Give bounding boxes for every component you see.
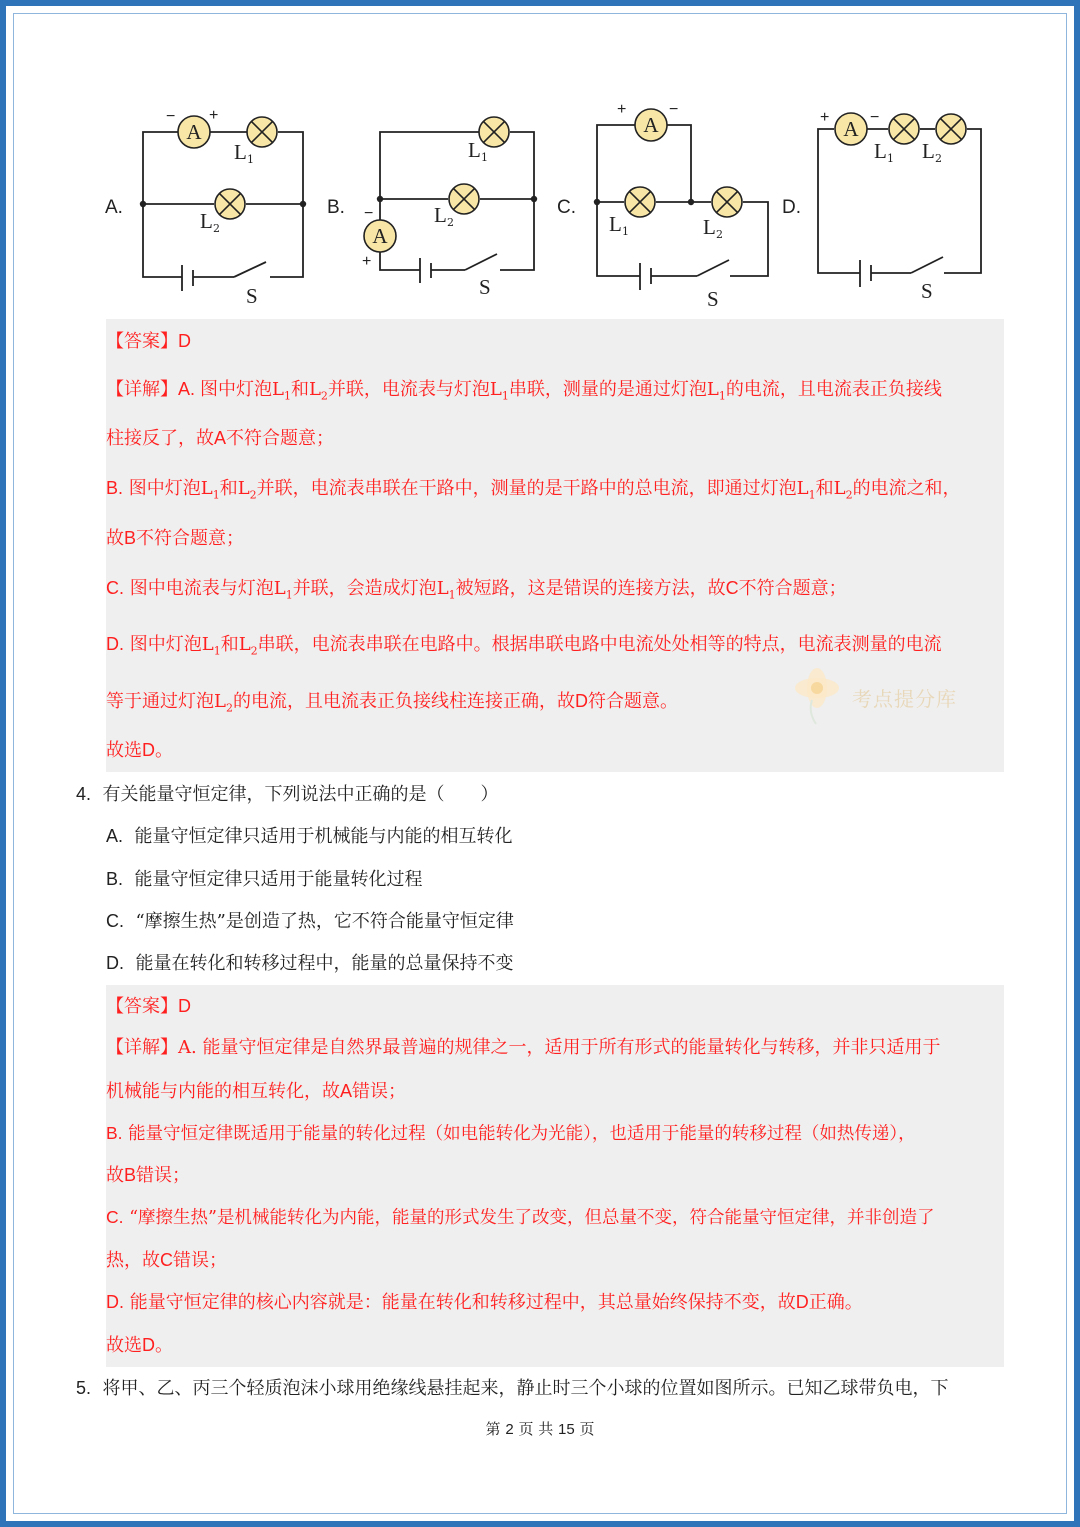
answer-line: 【答案】D [106,331,191,352]
bulb-icon [247,117,277,147]
detail-line: 热，故C错误； [106,1250,227,1271]
minus-sign: − [669,101,679,118]
detail-line: 故B错误； [106,1165,191,1186]
circuit-option-d: D. [782,197,801,218]
lamp-label: L [234,140,247,164]
detail-line: D. 图中灯泡$L_1$和$L_2$串联，电流表串联在电路中。根据串联电路中电流处处相等的特点，电流表测量的电流 [106,634,942,658]
option-c: C. “摩擦生热”是创造了热，它不符合能量守恒定律 [106,911,514,932]
watermark-text: 考点提分库 [852,687,957,711]
svg-text:1: 1 [887,152,894,165]
plus-sign: + [209,107,219,124]
plus-sign: + [362,253,372,270]
lamp-label: L [703,215,716,239]
detail-line: 【详解】A. 能量守恒定律是自然界最普遍的规律之一，适用于所有形式的能量转化与转移，并非只适用于 [106,1037,941,1058]
page-footer: 第 2 页 共 15 页 [485,1420,595,1438]
bulb-icon [625,187,655,217]
lamp-label: L [874,139,887,163]
plus-sign: + [617,101,627,118]
option-a: A. 能量守恒定律只适用于机械能与内能的相互转化 [106,826,513,847]
svg-text:2: 2 [447,216,454,229]
option-d: D. 能量在转化和转移过程中，能量的总量保持不变 [106,953,514,974]
lamp-label: L [200,209,213,233]
bulb-icon [215,189,245,219]
lamp-label: L [434,203,447,227]
lamp-label: L [922,139,935,163]
detail-line: C. “摩擦生热”是机械能转化为内能，能量的形式发生了改变，但总量不变，符合能量守恒定律，并非创造了 [106,1207,935,1228]
circuit-option-a: A. [105,197,123,218]
ammeter-letter: A [843,117,859,141]
bulb-icon [712,187,742,217]
minus-sign: − [364,205,374,222]
final-answer-line: 故选D。 [106,740,173,761]
switch-label: S [479,275,491,299]
svg-text:1: 1 [622,225,629,238]
circuit-option-c: C. [557,197,576,218]
minus-sign: − [870,109,880,126]
switch-label: S [921,279,933,303]
plus-sign: + [820,109,830,126]
circuit-diagrams [0,0,1080,320]
svg-text:2: 2 [935,152,942,165]
detail-line: 【详解】A. 图中灯泡$L_1$和$L_2$并联，电流表与灯泡$L_1$串联，测量的是通过灯泡$L_1$的电流，且电流表正负接线 [106,379,942,403]
lamp-label: L [468,138,481,162]
svg-text:2: 2 [213,222,220,235]
bulb-icon [889,114,919,144]
svg-text:1: 1 [481,151,488,164]
switch-label: S [707,287,719,311]
detail-line: 故B不符合题意； [106,528,245,549]
bulb-icon [479,117,509,147]
svg-text:1: 1 [247,153,254,166]
bulb-icon [449,184,479,214]
option-b: B. 能量守恒定律只适用于能量转化过程 [106,869,423,890]
answer-line: 【答案】D [106,996,191,1017]
detail-line: 等于通过灯泡$L_2$的电流，且电流表正负接线柱连接正确，故D符合题意。 [106,691,678,715]
question-4-stem: 4. 有关能量守恒定律，下列说法中正确的是（ ） [76,784,499,805]
ammeter-letter: A [643,113,659,137]
minus-sign: − [166,108,176,125]
circuit-option-b: B. [327,197,345,218]
ammeter-letter: A [372,224,388,248]
ammeter-letter: A [186,120,202,144]
bulb-icon [936,114,966,144]
detail-line: B. 能量守恒定律既适用于能量的转化过程（如电能转化为光能），也适用于能量的转移过程（如热传递）， [106,1123,916,1144]
detail-line: B. 图中灯泡$L_1$和$L_2$并联，电流表串联在干路中，测量的是干路中的总电流，即通过灯泡$L_1$和$L_2$的电流之和， [106,478,961,502]
detail-line: C. 图中电流表与灯泡$L_1$并联，会造成灯泡$L_1$被短路，这是错误的连接方法，故C不符合题意； [106,578,847,602]
svg-text:2: 2 [716,228,723,241]
switch-label: S [246,284,258,308]
detail-line: D. 能量守恒定律的核心内容就是：能量在转化和转移过程中，其总量始终保持不变，故D正确。 [106,1292,863,1313]
detail-line: 柱接反了，故A不符合题意； [106,428,335,449]
question-5-stem: 5. 将甲、乙、丙三个轻质泡沫小球用绝缘线悬挂起来，静止时三个小球的位置如图所示。已知乙球带负电，下 [76,1378,949,1399]
lamp-label: L [609,212,622,236]
detail-line: 机械能与内能的相互转化，故A错误； [106,1081,407,1102]
final-answer-line: 故选D。 [106,1335,173,1356]
